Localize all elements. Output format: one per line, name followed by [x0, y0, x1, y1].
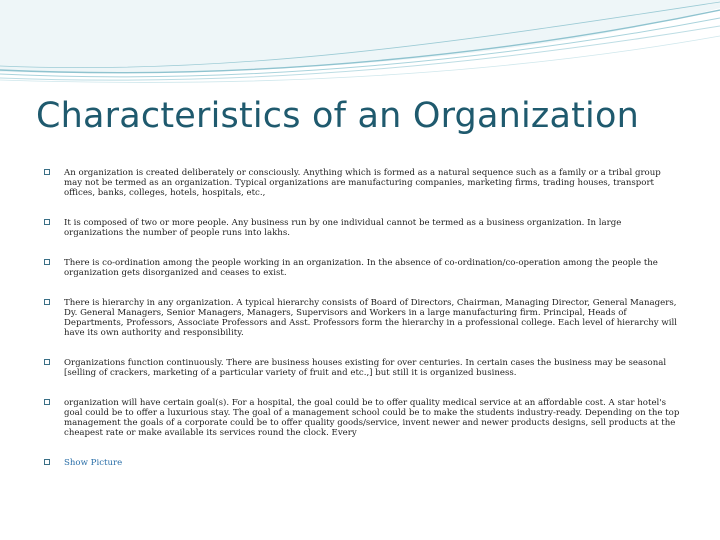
list-item — [44, 298, 680, 338]
bullet-text: It is composed of two or more people. Any business run by one individual cannot be termed as a business organization. In large organizations the number of people runs into lakhs. — [64, 218, 622, 238]
square-bullet-icon — [44, 169, 50, 175]
list-item — [44, 218, 680, 238]
square-bullet-icon — [44, 219, 50, 225]
list-item — [44, 168, 680, 198]
list-item — [44, 398, 680, 438]
bullet-text: Organizations function continuously. There are business houses existing for over centuries. In certain cases the business may be seasonal [selling of crackers, marketing of a particular variety of fruit and etc.,] but still it is organized business. — [64, 358, 667, 378]
square-bullet-icon — [44, 399, 50, 405]
show-picture-link[interactable]: Show Picture — [64, 458, 123, 468]
wave-header-decoration — [0, 0, 720, 90]
bullet-text: organization will have certain goal(s). For a hospital, the goal could be to offer quality medical service at an affordable cost. A star hotel's goal could be to offer a luxurious stay. The goal of a management school could be to make the students industry-ready. Depending on the top management the goals of a corporate could be to offer quality goods/service, invent newer and newer products designs, sell products at the cheapest rate or make available its services round the clock. Every — [64, 398, 680, 438]
list-item[interactable] — [44, 458, 680, 468]
square-bullet-icon — [44, 359, 50, 365]
square-bullet-icon — [44, 299, 50, 305]
square-bullet-icon — [44, 259, 50, 265]
slide-title: Characteristics of an Organization — [36, 96, 639, 136]
bullet-list — [44, 168, 680, 468]
square-bullet-icon — [44, 459, 50, 465]
bullet-text: There is hierarchy in any organization. A typical hierarchy consists of Board of Directors, Chairman, Managing Director, General Managers, Dy. General Managers, Senior Managers, Managers, Supervisors and Workers in a large manufacturing firm. Principal, Heads of Departments, Professors, Associate Professors and Asst. Professors form the hierarchy in a professional college. Each level of hierarchy will have its own authority and responsibility. — [64, 298, 677, 338]
list-item — [44, 358, 680, 378]
list-item — [44, 258, 680, 278]
bullet-text: An organization is created deliberately or consciously. Anything which is formed as a natural sequence such as a family or a tribal group may not be termed as an organization. Typical organizations are manufacturing companies, marketing firms, trading houses, transport offices, banks, colleges, hotels, hospitals, etc., — [64, 168, 661, 198]
bullet-text: There is co-ordination among the people working in an organization. In the absence of co-ordination/co-operation among the people the organization gets disorganized and ceases to exist. — [64, 258, 658, 278]
